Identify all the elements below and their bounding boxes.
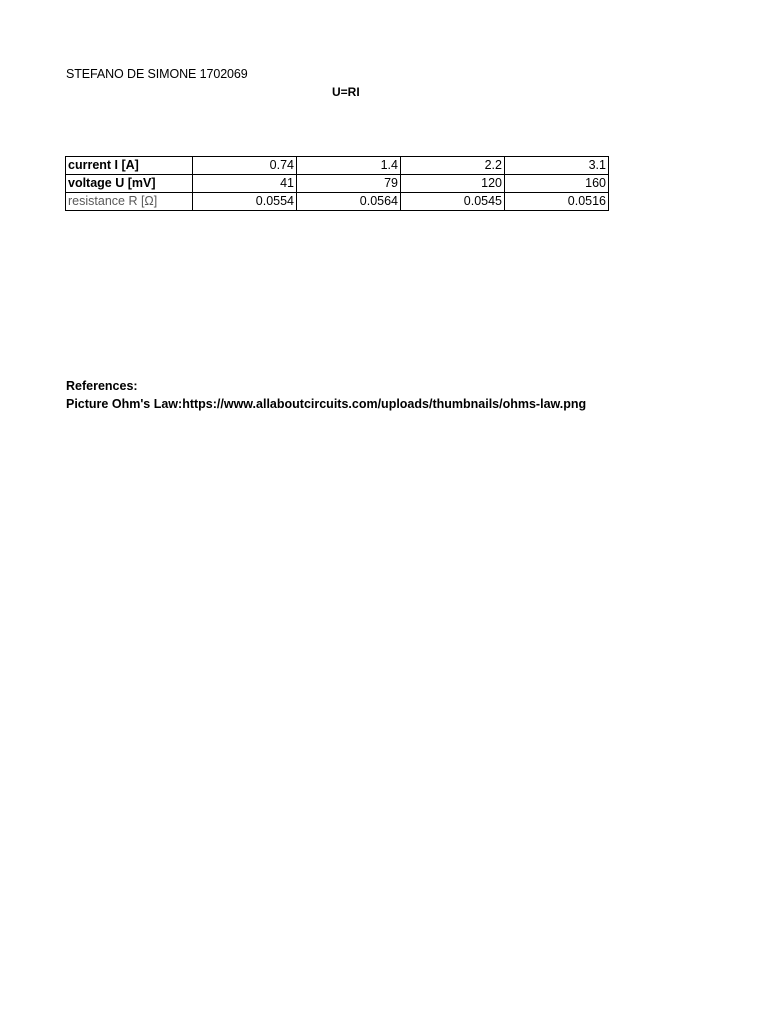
table-cell: 0.0516: [505, 193, 609, 211]
author-line: STEFANO DE SIMONE 1702069: [66, 67, 248, 81]
table-cell: 0.0545: [401, 193, 505, 211]
table-cell: 0.74: [193, 157, 297, 175]
row-label-resistance: resistance R [Ω]: [66, 193, 193, 211]
references-line: Picture Ohm's Law:https://www.allaboutcircuits.com/uploads/thumbnails/ohms-law.png: [66, 397, 587, 411]
table-cell: 3.1: [505, 157, 609, 175]
table-cell: 0.0554: [193, 193, 297, 211]
row-label-voltage: voltage U [mV]: [66, 175, 193, 193]
table-cell: 120: [401, 175, 505, 193]
table-cell: 0.0564: [297, 193, 401, 211]
table-cell: 1.4: [297, 157, 401, 175]
measurement-table: [65, 156, 609, 211]
table-row-voltage: [66, 175, 609, 193]
references-heading: References:: [66, 379, 138, 393]
table-cell: 160: [505, 175, 609, 193]
formula-title: U=RI: [332, 85, 360, 99]
references-section: [66, 377, 586, 413]
row-label-current: current I [A]: [66, 157, 193, 175]
table-cell: 2.2: [401, 157, 505, 175]
table-row-current: [66, 157, 609, 175]
table-cell: 41: [193, 175, 297, 193]
table-cell: 79: [297, 175, 401, 193]
table-row-resistance: [66, 193, 609, 211]
